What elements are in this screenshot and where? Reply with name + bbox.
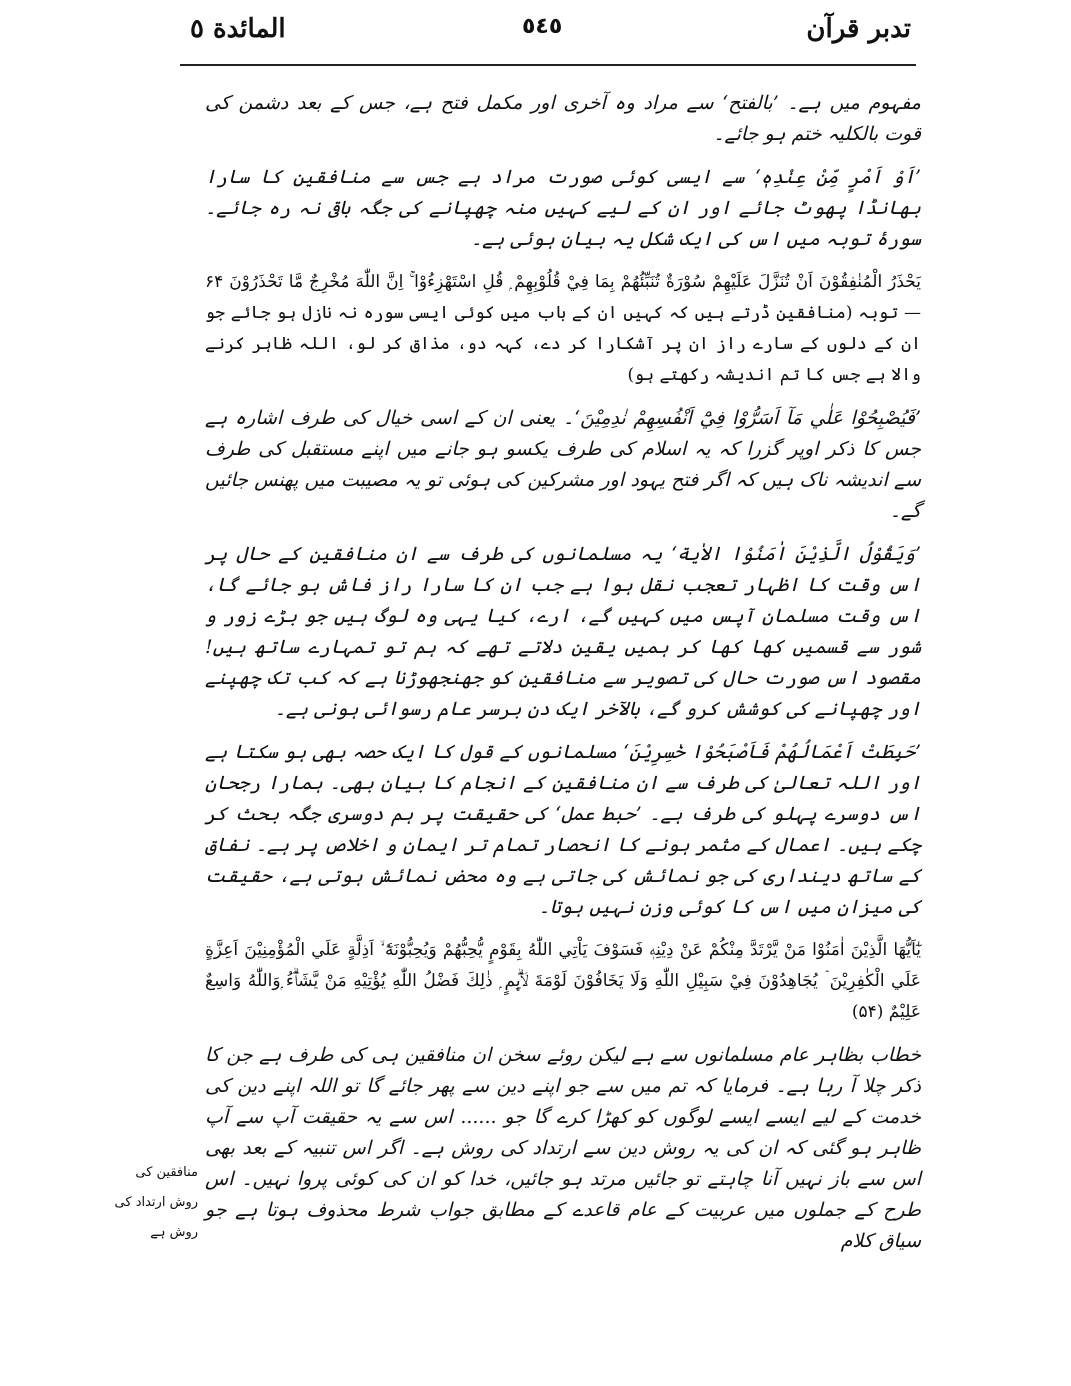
paragraph: مفہوم میں ہے۔ ’بالفتح‘ سے مراد وہ آخری اور مکمل فتح ہے، جس کے بعد دشمن کی قوت بالکلیہ ختم ہو جائے۔ <box>205 92 921 145</box>
paragraph: خطاب بظاہر عام مسلمانوں سے ہے لیکن روئے سخن ان منافقین ہی کی طرف ہے جن کا ذکر چلا آ رہا ہے۔ فرمایا کہ تم میں سے جو اپنے دین سے پھر جائے گا تو اللہ اپنے دین کی خدمت کے لیے ایسے ایسے لوگوں کو کھڑا کرے گا جو ...... اس سے یہ حقیقت آپ سے آپ ظاہر ہو گئی کہ ان کی یہ روش دین سے ارتداد کی روش ہے۔ اگر اس تنبیہ کے بعد بھی اس سے باز نہیں آنا چاہتے تو جائیں مرتد ہو جائیں، خدا کو ان کی کوئی پروا نہیں۔ اس طرح کے جملوں میں عربیت کے عام قاعدے کے مطابق جواب شرط محذوف ہوتا ہے جو سیاق کلام <box>205 1044 921 1252</box>
paragraph: ’وَيَقُوْلُ الَّذِيْنَ اٰمَنُوْا الاٰية‘ یہ مسلمانوں کی طرف سے ان منافقین کے حال پر اس وقت کا اظہار تعجب نقل ہوا ہے جب ان کا سارا راز فاش ہو جائے گا، اس وقت مسلمان آپس میں کہیں گے، ارے، کیا یہی وہ لوگ ہیں جو بڑے زور و شور سے قسمیں کھا کھا کر ہمیں یقین دلاتے تھے کہ ہم تو تمہارے ساتھ ہیں! مقصود اس صورت حال کی تصویر سے منافقین کو جھنجھوڑنا ہے کہ کب تک چھپنے اور چھپانے کی کوشش کرو گے، بالآخر ایک دن برسر عام رسوائی ہونی ہے۔ <box>205 543 921 720</box>
quran-verse: يَحْذَرُ الْمُنٰفِقُوْنَ اَنْ تُنَزَّلَ عَلَيْهِمْ سُوْرَةٌ تُنَبِّئُهُمْ بِمَا فِيْ قُلُوْبِهِمْ ۭ قُلِ اسْتَهْزِءُوْا ۚ اِنَّ اللّٰهَ مُخْرِجٌ مَّا تَحْذَرُوْنَ ۶۴ — توبہ (منافقین ڈرتے ہیں کہ کہیں ان کے باب میں کوئی ایسی سورہ نہ نازل ہو جائے جو ان کے دلوں کے سارے راز ان پر آشکارا کر دے، کہہ دو، مذاق کر لو، اللہ ظاہر کرنے والا ہے جس کا تم اندیشہ رکھتے ہو) <box>205 272 921 385</box>
surah-name: المائدة ٥ <box>190 14 286 44</box>
header-rule <box>180 64 916 66</box>
paragraph: ’فَيُصْبِحُوْا عَلٰي مَآ اَسَرُّوْا فِيْٓ اَنْفُسِهِمْ نٰدِمِيْنَ‘۔ یعنی ان کے اسی خیال کی طرف اشارہ ہے جس کا ذکر اوپر گزرا کہ یہ اسلام کی طرف یکسو ہو جانے میں اپنے مستقبل کی طرف سے اندیشہ ناک ہیں کہ اگر فتح یہود اور مشرکین کی ہوئی تو یہ مصیبت میں پھنس جائیں گے۔ <box>205 407 921 522</box>
quran-verse: يٰٓاَيُّهَا الَّذِيْنَ اٰمَنُوْا مَنْ يَّرْتَدَّ مِنْكُمْ عَنْ دِيْنِهٖ فَسَوْفَ يَاْتِي اللّٰهُ بِقَوْمٍ يُّحِبُّهُمْ وَيُحِبُّوْنَهٗٓ ۙ اَذِلَّةٍ عَلَي الْمُؤْمِنِيْنَ اَعِزَّةٍ عَلَي الْكٰفِرِيْنَ ۡ يُجَاهِدُوْنَ فِيْ سَبِيْلِ اللّٰهِ وَلَا يَخَافُوْنَ لَوْمَةَ لَاۗىِٕمٍ ۭ ذٰلِكَ فَضْلُ اللّٰهِ يُؤْتِيْهِ مَنْ يَّشَاۗءُ ۭوَاللّٰهُ وَاسِعٌ عَلِيْمٌ (۵۴) <box>205 940 921 1022</box>
page-header <box>190 8 911 54</box>
commentary-text <box>205 88 921 1269</box>
page-number: ٥٤٥ <box>522 14 563 39</box>
book-title: تدبر قرآن <box>806 14 911 44</box>
margin-note: منافقین کی روش ارتداد کی روش ہے <box>114 1165 198 1240</box>
paragraph: ’حَبِطَتْ اَعْمَالُهُمْ فَاَصْبَحُوْا خٰسِرِيْنَ‘ مسلمانوں کے قول کا ایک حصہ بھی ہو سکتا ہے اور اللہ تعالیٰ کی طرف سے ان منافقین کے انجام کا بیان بھی۔ ہمارا رجحان اس دوسرے پہلو کی طرف ہے۔ ’حبط عمل‘ کی حقیقت پر ہم دوسری جگہ بحث کر چکے ہیں۔ اعمال کے مثمر ہونے کا انحصار تمام تر ایمان و اخلاص پر ہے۔ نفاق کے ساتھ دینداری کی جو نمائش کی جاتی ہے وہ محض نمائش ہوتی ہے، حقیقت کی میزان میں اس کا کوئی وزن نہیں ہوتا۔ <box>205 741 921 918</box>
paragraph: ’اَوْ اَمْرٍ مِّنْ عِنْدِہٖ‘ سے ایسی کوئی صورت مراد ہے جس سے منافقین کا سارا بھانڈا پھوٹ جائے اور ان کے لیے کہیں منہ چھپانے کی جگہ باقی نہ رہ جائے۔ سورۂ توبہ میں اس کی ایک شکل یہ بیان ہوئی ہے۔ <box>205 166 921 250</box>
